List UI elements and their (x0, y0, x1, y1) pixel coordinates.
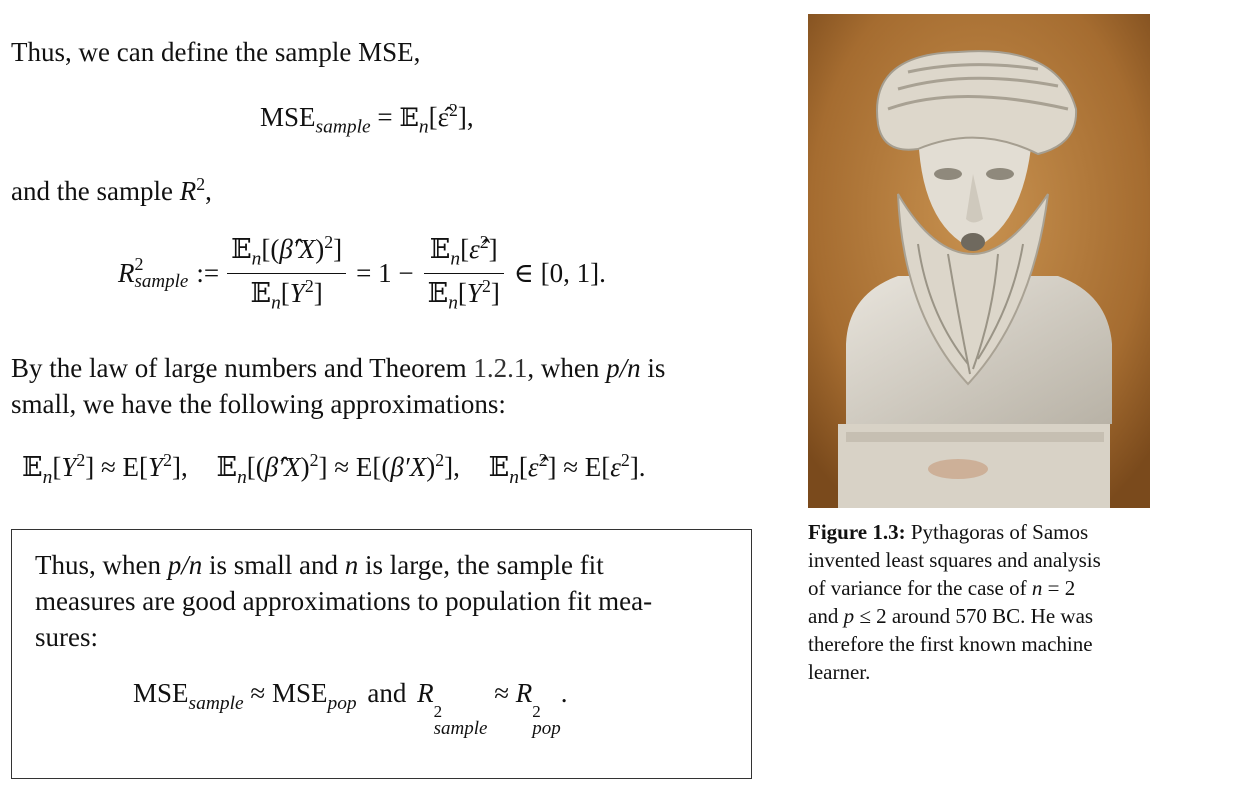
lln-paragraph: By the law of large numbers and Theorem 1.2.1, when p/n is small, we have the following approximations: (11, 353, 666, 419)
r2-intro-text: and the sample $R^2$, (11, 174, 212, 206)
pythagoras-bust-photo (808, 14, 1150, 508)
summary-equation: $MSE_{sample} \approx MSE_{pop}$ and R 2 sample ≈ R 2 pop . (133, 678, 568, 739)
figure-label: Figure 1.3: (808, 520, 906, 544)
equation-r2-sample: R 2 sample := $\frac{𝔼_n[(\betâ'X)^2]}{𝔼_n[Y^2]}$ = 1 − $\frac{𝔼_n[\varepsilon̂^2]}{𝔼_n[Y^2]}$ ∈ [0, 1]. (118, 232, 606, 314)
fraction-explained: $\frac{𝔼_n[(\betâ'X)^2]}{𝔼_n[Y^2]}$ (227, 232, 346, 314)
intro-text: Thus, we can define the sample MSE, (11, 37, 421, 67)
summary-box (11, 529, 752, 779)
figure-caption: Figure 1.3: Pythagoras of Samos invented least squares and analysis of variance for the case of n = 2 and p ≤ 2 around 570 BC. He was therefore the first known machine learner. (808, 520, 1101, 684)
equation-approximations: $𝔼_n[Y^2] \approx E[Y^2]$, 𝔼$_n$[(β̂′X)$^2$] ≈ $E[(\beta'X)^2]$, 𝔼$_n$[ε̂$^2$] ≈ $E[\varepsilon^2]$. (22, 450, 646, 488)
theorem-ref[interactable]: 1.2.1 (473, 353, 528, 383)
fraction-residual: $\frac{𝔼_n[\varepsilon̂^2]}{𝔼_n[Y^2]}$ (424, 232, 504, 314)
equation-mse-sample: $MSE_{sample}$ = 𝔼$_n$[ε̂$^2$], (260, 100, 474, 138)
summary-text: Thus, when p/n is small and n is large, the sample fit measures are good approximations to population fit mea- sures: (35, 550, 653, 652)
